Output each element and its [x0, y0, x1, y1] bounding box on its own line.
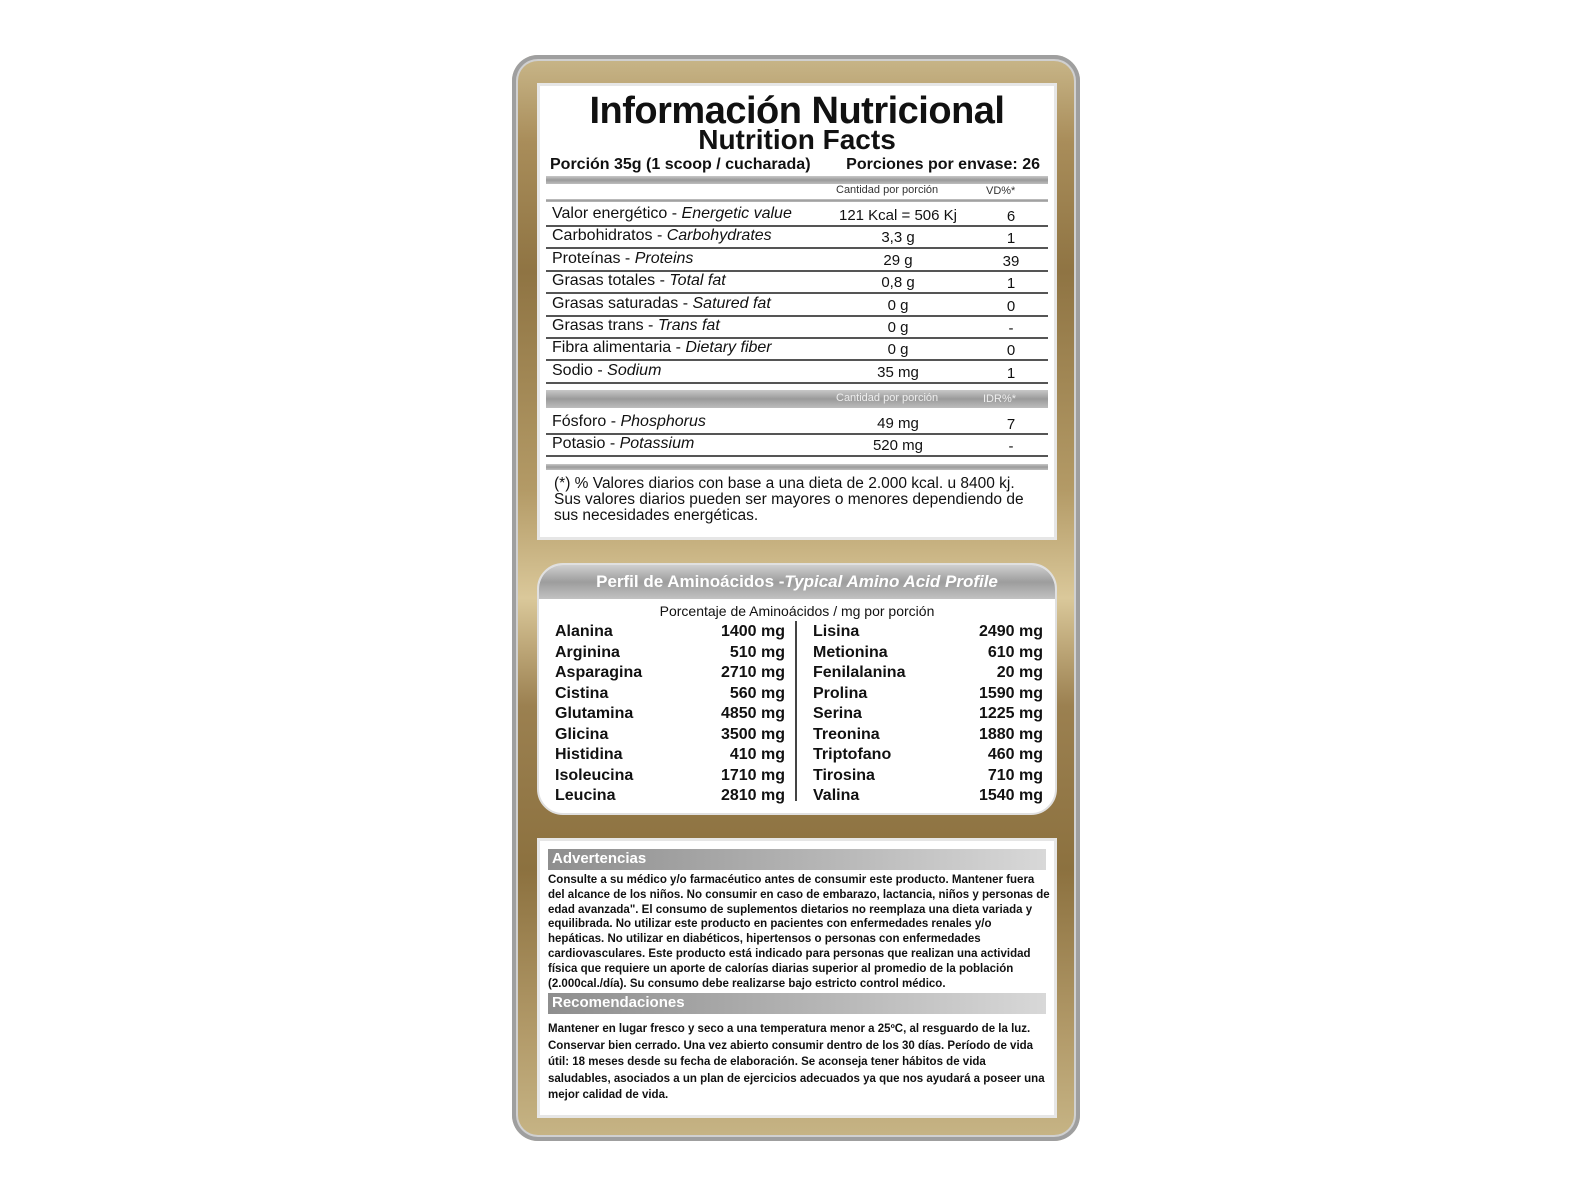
amino-value: 710 mg: [987, 766, 1043, 784]
nutrient-name-en: Sodium: [607, 361, 662, 379]
amino-name: Metionina: [813, 643, 888, 661]
amino-value: 1880 mg: [978, 725, 1043, 743]
amino-name: Histidina: [555, 746, 623, 763]
amino-name: Isoleucina: [555, 766, 634, 784]
amino-name: Prolina: [813, 684, 868, 702]
nutrition-facts-panel: [537, 83, 1057, 540]
amino-name: Tirosina: [813, 766, 875, 784]
warnings-text: Consulte a su médico y/o farmacéutico antes de consumir este producto. Mantener fuera del alcance de los niños. No consumir en caso de embarazo, lactancia, niños y personas de edad avanzada". El consumo de suplementos dietarios no reemplaza una dieta variada y equilibrada. No utilizar este producto en pacientes con enfermedades renales y/o hepáticas. No utilizar en diabéticos, hipertensos o personas con enfermedades cardiovasculares. Este producto está indicado para personas que realizan una actividad física que requiere un aporte de calorías diarias superior al promedio de la población (2.000cal./día). Su consumo debe realizarse bajo estricto control médico.: [548, 874, 1050, 990]
nutrient-name: [552, 227, 772, 245]
nutrient-amount: 0 g: [887, 341, 909, 359]
amino-name: Triptofano: [813, 746, 892, 763]
nutrient-row: [546, 411, 1048, 435]
nutrient-row: [546, 270, 1048, 294]
amino-row: [813, 746, 1043, 766]
amino-name: Glicina: [555, 725, 609, 743]
amino-value: 1540 mg: [978, 787, 1043, 804]
nutrient-name: [552, 362, 661, 380]
amino-value: 560 mg: [729, 684, 785, 702]
amino-row: [813, 787, 1043, 807]
nutrient-name-en: Energetic value: [681, 205, 792, 222]
amino-row: [813, 685, 1043, 705]
nutrient-percent: -: [1008, 320, 1014, 337]
amino-row: [813, 644, 1043, 664]
amino-header: [539, 565, 1055, 599]
nutrient-row: [546, 360, 1048, 384]
nutrient-name-en: Proteins: [634, 249, 694, 267]
amino-row: [555, 644, 785, 664]
mineral-header-bar: [546, 390, 1048, 408]
separator-line: [546, 199, 1048, 202]
amino-row: [555, 767, 785, 787]
nutrient-name-es: Grasas totales -: [552, 272, 670, 290]
amino-subtitle: Porcentaje de Aminoácidos / mg por porción: [659, 603, 935, 619]
nutrient-amount: 0 g: [887, 296, 909, 314]
nutrient-row: [546, 248, 1048, 272]
nutrient-row: [546, 203, 1048, 227]
nutrient-row: [546, 433, 1048, 457]
nutrient-name-es: Grasas saturadas -: [552, 294, 693, 312]
amount-column-header-2: Cantidad por porción: [836, 392, 939, 404]
title-spanish: Información Nutricional: [589, 90, 1005, 132]
nutrient-percent: 7: [1006, 416, 1016, 433]
nutrient-name: [552, 317, 720, 335]
nutrient-name-en: Potassium: [619, 435, 695, 453]
amino-value: 460 mg: [987, 746, 1043, 763]
amino-name: Fenilalanina: [813, 664, 906, 681]
amino-name: Leucina: [555, 787, 616, 804]
serving-size: Porción 35g (1 scoop / cucharada): [550, 156, 811, 173]
amino-row: [813, 623, 1043, 643]
nutrient-row: [546, 293, 1048, 317]
amino-value: 20 mg: [996, 664, 1043, 681]
nutrient-percent: 1: [1006, 230, 1016, 248]
idr-column-header: IDR%*: [983, 393, 1017, 405]
amino-name: Cistina: [555, 684, 609, 702]
nutrient-name-es: Carbohidratos -: [552, 227, 667, 245]
nutrient-amount: 0 g: [887, 319, 909, 336]
nutrient-name: [552, 435, 694, 453]
column-divider: [795, 621, 797, 801]
amino-row: [813, 664, 1043, 684]
nutrient-name-en: Carbohydrates: [666, 227, 772, 245]
nutrient-name: [552, 272, 726, 290]
amino-row: [555, 685, 785, 705]
amino-row: [813, 705, 1043, 725]
daily-value-footnote: (*) % Valores diarios con base a una dieta de 2.000 kcal. u 8400 kj. Sus valores diarios pueden ser mayores o menores dependiendo de sus necesidades energéticas.: [554, 475, 1024, 524]
nutrient-amount: 49 mg: [877, 415, 919, 432]
amount-column-header: Cantidad por porción: [836, 184, 939, 196]
nutrient-percent: -: [1008, 438, 1014, 456]
nutrient-row: [546, 225, 1048, 249]
amino-row: [555, 623, 785, 643]
amino-title-es: Perfil de Aminoácidos -: [596, 572, 785, 591]
amino-name: Glutamina: [555, 705, 634, 722]
amino-value: 1590 mg: [978, 684, 1043, 702]
amino-row: [813, 767, 1043, 787]
nutrient-name-es: Fibra alimentaria -: [552, 339, 686, 357]
amino-value: 410 mg: [729, 746, 785, 763]
footnote-separator: [546, 464, 1048, 470]
nutrient-name: [552, 205, 792, 223]
amino-name: Alanina: [555, 623, 613, 640]
nutrient-name: [552, 250, 693, 268]
nutrient-name-en: Total fat: [669, 272, 726, 290]
nutrient-name-es: Sodio -: [552, 361, 608, 379]
amino-value: 2810 mg: [720, 787, 785, 804]
amino-value: 1225 mg: [978, 705, 1043, 722]
nutrient-name-en: Trans fat: [657, 317, 720, 334]
amino-value: 510 mg: [729, 643, 785, 661]
nutrient-row: [546, 337, 1048, 361]
amino-row: [555, 746, 785, 766]
amino-name: Asparagina: [555, 664, 643, 681]
amino-name: Treonina: [813, 725, 880, 743]
amino-value: 2710 mg: [720, 664, 785, 681]
amino-row: [555, 705, 785, 725]
nutrient-name-en: Phosphorus: [620, 413, 706, 430]
amino-title-en: Typical Amino Acid Profile: [784, 572, 998, 591]
nutrient-percent: 0: [1006, 342, 1016, 360]
amino-value: 1710 mg: [720, 766, 785, 784]
nutrient-name: [552, 413, 706, 431]
warnings-panel: [537, 838, 1057, 1118]
warnings-title: Advertencias: [552, 850, 647, 867]
recommendations-text: Mantener en lugar fresco y seco a una temperatura menor a 25ºC, al resguardo de la luz. Conservar bien cerrado. Una vez abierto consumir dentro de los 30 días. Período de vida útil: 18 meses desde su fecha de elaboración. Se aconseja tener hábitos de vida saludables, asociados a un plan de ejercicios adecuados ya que nos ayudará a poseer una mejor calidad de vida.: [548, 1023, 1045, 1101]
nutrient-name-es: Grasas trans -: [552, 317, 658, 334]
nutrient-percent: 39: [1002, 252, 1020, 270]
nutrient-amount: 29 g: [883, 251, 913, 269]
nutrient-row: [546, 315, 1048, 339]
amino-value: 4850 mg: [720, 705, 785, 722]
title-english: Nutrition Facts: [698, 124, 896, 155]
nutrient-name-en: Dietary fiber: [685, 339, 772, 357]
nutrient-percent: 0: [1006, 297, 1016, 315]
nutrient-amount: 520 mg: [872, 437, 924, 455]
separator-bar: [546, 176, 1048, 184]
recommendations-title: Recomendaciones: [552, 994, 685, 1011]
nutrient-amount: 35 mg: [877, 363, 919, 381]
amino-name: Lisina: [813, 623, 860, 640]
dv-column-header: VD%*: [986, 185, 1016, 197]
amino-name: Arginina: [555, 643, 620, 661]
amino-row: [813, 726, 1043, 746]
nutrient-name: [552, 339, 772, 357]
nutrient-percent: 1: [1006, 275, 1016, 293]
nutrient-name-es: Potasio -: [552, 435, 620, 453]
amino-acid-panel: [537, 563, 1057, 815]
warnings-header: [548, 849, 1046, 870]
nutrient-name-es: Valor energético -: [552, 205, 682, 222]
amino-value: 3500 mg: [720, 725, 785, 743]
amino-value: 1400 mg: [720, 623, 785, 640]
amino-value: 2490 mg: [978, 623, 1043, 640]
servings-per-container: Porciones por envase: 26: [846, 156, 1040, 173]
amino-name: Serina: [813, 705, 862, 722]
amino-row: [555, 664, 785, 684]
nutrient-name-es: Fósforo -: [552, 413, 621, 430]
nutrient-amount: 0,8 g: [881, 274, 915, 292]
nutrient-name-es: Proteínas -: [552, 249, 635, 267]
nutrient-percent: 1: [1006, 364, 1016, 382]
recommendations-header: [548, 993, 1046, 1014]
amino-value: 610 mg: [987, 643, 1043, 661]
nutrient-amount: 3,3 g: [881, 229, 915, 247]
nutrient-amount: 121 Kcal = 506 Kj: [838, 207, 957, 224]
amino-row: [555, 726, 785, 746]
nutrient-percent: 6: [1006, 208, 1016, 225]
nutrient-name-en: Satured fat: [692, 294, 771, 312]
amino-row: [555, 787, 785, 807]
amino-name: Valina: [813, 787, 860, 804]
nutrient-name: [552, 295, 771, 313]
